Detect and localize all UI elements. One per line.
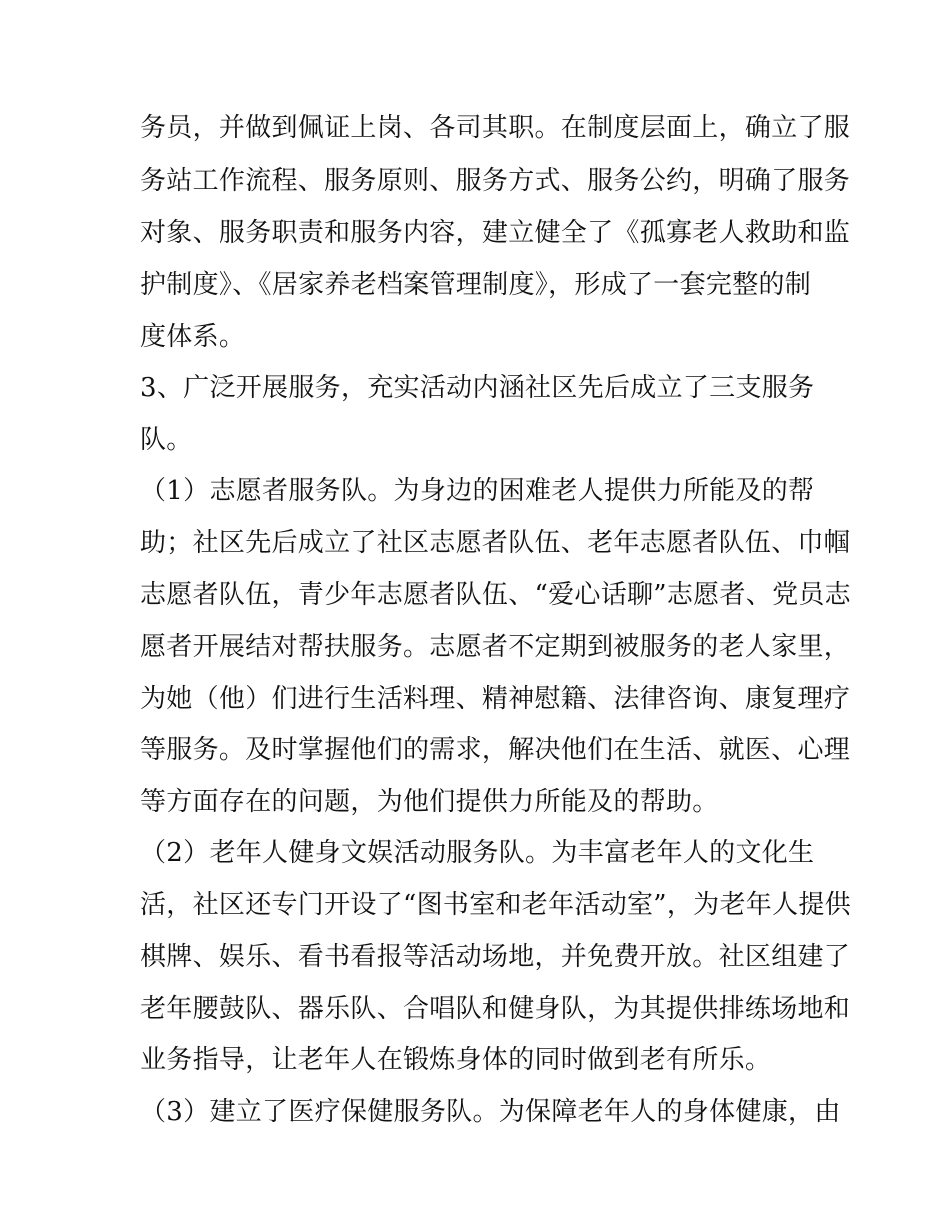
section-heading: 3、广泛开展服务，充实活动内涵社区先后成立了三支服务: [140, 373, 815, 403]
text-line: 老年腰鼓队、器乐队、合唱队和健身队，为其提供排练场地和: [140, 994, 851, 1024]
subsection-heading: （1）志愿者服务队。为身边的困难老人提供力所能及的帮: [140, 476, 815, 506]
text-line: 棋牌、娱乐、看书看报等活动场地，并免费开放。社区组建了: [140, 942, 851, 972]
text-line: 志愿者队伍，青少年志愿者队伍、“爱心话聊”志愿者、党员志: [140, 580, 851, 610]
text-line: 等服务。及时掌握他们的需求，解决他们在生活、就医、心理: [140, 735, 851, 765]
text-line: 务员，并做到佩证上岗、各司其职。在制度层面上，确立了服: [140, 113, 851, 143]
text-line: 业务指导，让老年人在锻炼身体的同时做到老有所乐。: [140, 1045, 772, 1075]
text-line: 护制度》、《居家养老档案管理制度》，形成了一套完整的制: [140, 270, 812, 300]
text-line: 为她（他）们进行生活料理、精神慰籍、法律咨询、康复理疗: [140, 684, 851, 714]
text-line: 对象、服务职责和服务内容，建立健全了《孤寡老人救助和监: [140, 218, 851, 248]
text-line: 等方面存在的问题，为他们提供力所能及的帮助。: [140, 787, 719, 817]
text-line: 助；社区先后成立了社区志愿者队伍、老年志愿者队伍、巾帼: [140, 528, 851, 558]
text-line: 活，社区还专门开设了“图书室和老年活动室”，为老年人提供: [140, 890, 851, 920]
text-line: 度体系。: [140, 322, 246, 352]
subsection-heading: （2）老年人健身文娱活动服务队。为丰富老年人的文化生: [140, 838, 815, 868]
text-line: 务站工作流程、服务原则、服务方式、服务公约，明确了服务: [140, 166, 851, 196]
text-line: 愿者开展结对帮扶服务。志愿者不定期到被服务的老人家里，: [140, 632, 851, 662]
text-line: 队。: [140, 425, 193, 455]
subsection-heading: （3）建立了医疗保健服务队。为保障老年人的身体健康，由: [140, 1097, 841, 1127]
